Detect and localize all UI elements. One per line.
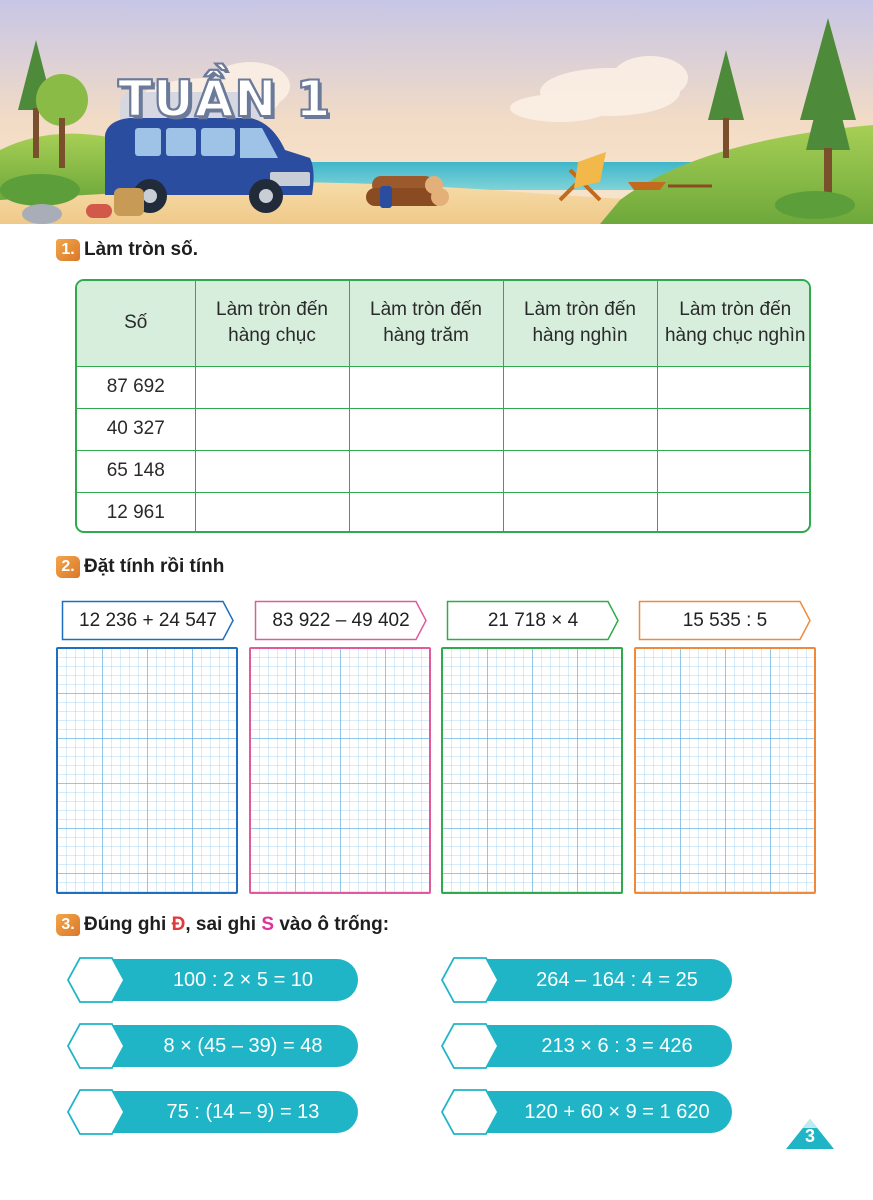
- calculation-grid[interactable]: [441, 647, 623, 894]
- operation-expression: 12 236 + 24 547: [79, 609, 217, 631]
- answer-hexagon[interactable]: [66, 956, 126, 1004]
- page-number: 3: [804, 1126, 815, 1146]
- answer-cell[interactable]: [349, 450, 503, 492]
- answer-cell[interactable]: [349, 366, 503, 408]
- number-cell: 40 327: [77, 408, 195, 450]
- expression-text: 264 – 164 : 4 = 25: [536, 968, 698, 991]
- answer-cell[interactable]: [657, 492, 811, 533]
- operation-expression: 15 535 : 5: [682, 609, 768, 631]
- expression-pill: [106, 959, 358, 1001]
- column-header: Làm tròn đến hàng chục: [195, 281, 349, 366]
- number-cell: 65 148: [77, 450, 195, 492]
- table-header-row: [77, 281, 811, 366]
- true-false-item: [440, 956, 732, 1004]
- expression-pill: [106, 1025, 358, 1067]
- banner: [0, 0, 873, 224]
- true-false-item: [66, 956, 358, 1004]
- true-false-item: [440, 1022, 732, 1070]
- answer-cell[interactable]: [195, 408, 349, 450]
- expression-pill: [480, 1025, 732, 1067]
- answer-hexagon[interactable]: [66, 1022, 126, 1070]
- number-cell: 12 961: [77, 492, 195, 533]
- table-row: [77, 492, 811, 533]
- answer-hexagon[interactable]: [66, 1088, 126, 1136]
- section-3-number-badge: 3.: [56, 914, 80, 936]
- answer-cell[interactable]: [657, 408, 811, 450]
- calculation-grid[interactable]: [249, 647, 431, 894]
- week-title: TUẦN 1: [118, 70, 332, 128]
- answer-hexagon[interactable]: [440, 1022, 500, 1070]
- operation-label: [254, 600, 428, 641]
- true-false-item: [440, 1088, 732, 1136]
- answer-cell[interactable]: [657, 450, 811, 492]
- section-1-heading: [56, 239, 198, 261]
- operation-label: [446, 600, 620, 641]
- answer-cell[interactable]: [195, 450, 349, 492]
- section-2-heading: [56, 556, 224, 578]
- table-row: [77, 450, 811, 492]
- column-header: Số: [77, 281, 195, 366]
- section-3-title: Đúng ghi Đ, sai ghi S vào ô trống:: [84, 914, 390, 935]
- section-3-heading: [56, 914, 389, 936]
- false-mark-letter: S: [261, 914, 275, 935]
- section-2-number-badge: 2.: [56, 556, 80, 578]
- section-1-title: Làm tròn số.: [84, 239, 199, 260]
- calculation-grid[interactable]: [56, 647, 238, 894]
- section-2-title: Đặt tính rồi tính: [84, 556, 225, 577]
- answer-cell[interactable]: [657, 366, 811, 408]
- expression-text: 213 × 6 : 3 = 426: [541, 1034, 693, 1057]
- column-header: Làm tròn đến hàng trăm: [349, 281, 503, 366]
- rounding-table: [75, 279, 811, 533]
- answer-cell[interactable]: [503, 492, 657, 533]
- operation-expression: 83 922 – 49 402: [272, 609, 410, 631]
- column-header: Làm tròn đến hàng nghìn: [503, 281, 657, 366]
- answer-cell[interactable]: [503, 366, 657, 408]
- answer-hexagon[interactable]: [440, 956, 500, 1004]
- operation-expression: 21 718 × 4: [487, 609, 579, 631]
- operation-label: [638, 600, 812, 641]
- true-false-item: [66, 1022, 358, 1070]
- expression-text: 8 × (45 – 39) = 48: [163, 1034, 323, 1057]
- section-1-number-badge: 1.: [56, 239, 80, 261]
- expression-pill: [480, 959, 732, 1001]
- expression-text: 75 : (14 – 9) = 13: [166, 1100, 320, 1123]
- true-false-item: [66, 1088, 358, 1136]
- number-cell: 87 692: [77, 366, 195, 408]
- answer-cell[interactable]: [195, 366, 349, 408]
- page-number-badge: [786, 1119, 834, 1149]
- expression-pill: [106, 1091, 358, 1133]
- answer-hexagon[interactable]: [440, 1088, 500, 1136]
- column-header: Làm tròn đến hàng chục nghìn: [657, 281, 811, 366]
- expression-text: 100 : 2 × 5 = 10: [172, 968, 314, 991]
- answer-cell[interactable]: [349, 408, 503, 450]
- operation-label: [61, 600, 235, 641]
- expression-text: 120 + 60 × 9 = 1 620: [524, 1100, 710, 1123]
- expression-pill: [480, 1091, 732, 1133]
- calculation-grid[interactable]: [634, 647, 816, 894]
- answer-cell[interactable]: [503, 408, 657, 450]
- answer-cell[interactable]: [349, 492, 503, 533]
- true-mark-letter: Đ: [171, 914, 186, 935]
- table-row: [77, 366, 811, 408]
- answer-cell[interactable]: [195, 492, 349, 533]
- answer-cell[interactable]: [503, 450, 657, 492]
- table-row: [77, 408, 811, 450]
